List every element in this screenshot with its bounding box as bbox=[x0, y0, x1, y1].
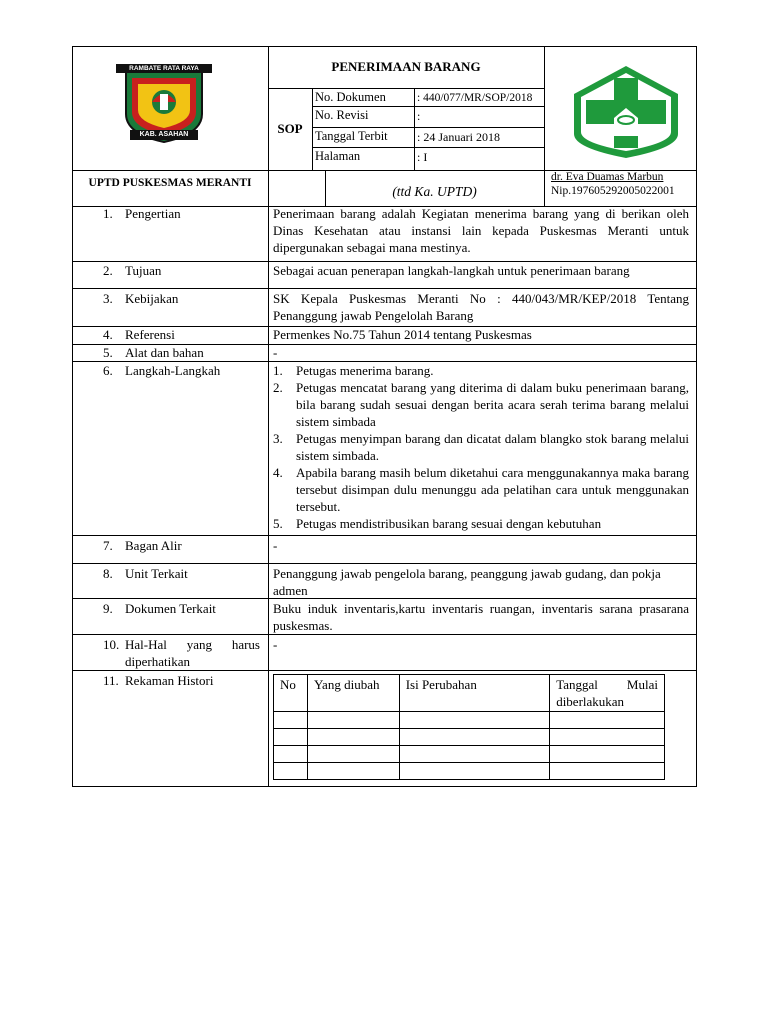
section-content: Sebagai acuan penerapan langkah-langkah untuk penerimaan barang bbox=[273, 263, 630, 278]
emblem-bottom-text: KAB. ASAHAN bbox=[139, 131, 189, 138]
doc-info-value: : 440/077/MR/SOP/2018 bbox=[417, 92, 533, 104]
section-content: - bbox=[273, 345, 278, 360]
step-text: Petugas mendistribusikan barang sesuai dengan kebutuhan bbox=[296, 516, 602, 531]
section-content: Penanggung jawab pengelola barang, peanggung jawab gudang, dan pokja admen bbox=[273, 566, 661, 598]
section-label: Langkah-Langkah bbox=[125, 363, 221, 378]
step-number: 5. bbox=[273, 516, 283, 531]
table-row bbox=[274, 763, 665, 780]
section-label: Pengertian bbox=[125, 206, 181, 221]
doc-info-label: Tanggal Terbit bbox=[315, 129, 388, 143]
section-label: Dokumen Terkait bbox=[125, 601, 216, 616]
puskesmas-logo bbox=[570, 64, 682, 160]
step-text: Apabila barang masih belum diketahui cara menggunakannya maka barang tersebut disimpan dulu menunggu ada pelatihan cara untuk menggunakan tersebut. bbox=[296, 465, 689, 514]
table-row bbox=[274, 746, 665, 763]
step-text: Petugas menerima barang. bbox=[296, 363, 434, 378]
doc-info-value: : I bbox=[417, 150, 428, 164]
step-number: 3. bbox=[273, 431, 283, 446]
section-content: Permenkes No.75 Tahun 2014 tentang Puskesmas bbox=[273, 327, 532, 342]
step-number: 1. bbox=[273, 363, 283, 378]
org-name: UPTD PUSKESMAS MERANTI bbox=[88, 177, 252, 189]
section-label: Alat dan bahan bbox=[125, 345, 204, 360]
history-table bbox=[273, 674, 665, 780]
step-text: Petugas mencatat barang yang diterima di dalam buku penerimaan barang, bila barang sudah sesuai dengan berita acara serah terima barang melalui sistem simbada bbox=[296, 380, 689, 429]
step-number: 4. bbox=[273, 465, 283, 480]
doc-info-value: : bbox=[417, 109, 421, 123]
section-content: - bbox=[273, 538, 278, 553]
section-number: 6. bbox=[103, 363, 113, 378]
section-label: Unit Terkait bbox=[125, 566, 188, 581]
section-number: 1. bbox=[103, 206, 113, 221]
column-header: Tanggal Mulai diberlakukan bbox=[550, 675, 665, 712]
doc-info-label: Halaman bbox=[315, 149, 361, 163]
section-number: 9. bbox=[103, 601, 113, 616]
list-item bbox=[273, 379, 689, 430]
section-number: 3. bbox=[103, 291, 113, 306]
section-number: 11. bbox=[103, 673, 119, 688]
section-label: Rekaman Histori bbox=[125, 673, 214, 688]
section-label: Kebijakan bbox=[125, 291, 179, 306]
signature-note: (ttd Ka. UPTD) bbox=[392, 184, 477, 199]
table-header-row bbox=[274, 675, 665, 712]
table-row bbox=[274, 712, 665, 729]
signer-name: dr. Eva Duamas Marbun bbox=[551, 171, 664, 183]
list-item bbox=[273, 515, 689, 532]
sop-label: SOP bbox=[277, 121, 303, 136]
section-label: Referensi bbox=[125, 327, 175, 342]
section-content: SK Kepala Puskesmas Meranti No : 440/043/MR/KEP/2018 Tentang Penanggung jawab Pengelolah Barang bbox=[273, 291, 689, 323]
section-content: - bbox=[273, 637, 278, 652]
section-number: 8. bbox=[103, 566, 113, 581]
section-content: Penerimaan barang adalah Kegiatan menerima barang yang di berikan oleh Dinas Kesehatan atau instansi lain kepada Puskesmas Meranti untuk dipergunakan sebagai mana mestinya. bbox=[273, 206, 689, 255]
list-item bbox=[273, 464, 689, 515]
steps-list bbox=[273, 362, 689, 532]
doc-info-value: : 24 Januari 2018 bbox=[417, 130, 500, 144]
list-item bbox=[273, 430, 689, 464]
section-number: 4. bbox=[103, 327, 113, 342]
column-header: No bbox=[274, 675, 308, 712]
section-number: 5. bbox=[103, 345, 113, 360]
table-row bbox=[274, 729, 665, 746]
column-header: Isi Perubahan bbox=[399, 675, 549, 712]
section-label: Bagan Alir bbox=[125, 538, 182, 553]
step-number: 2. bbox=[273, 380, 283, 395]
list-item bbox=[273, 362, 689, 379]
section-label: Hal-Hal yang harus diperhatikan bbox=[125, 637, 260, 669]
kabupaten-emblem bbox=[116, 64, 212, 144]
doc-info-label: No. Revisi bbox=[315, 108, 369, 122]
section-number: 7. bbox=[103, 538, 113, 553]
doc-info-label: No. Dokumen bbox=[315, 90, 386, 104]
section-number: 10. bbox=[103, 637, 120, 652]
signer-nip: Nip.197605292005022001 bbox=[551, 185, 675, 197]
emblem-top-text: RAMBATE RATA RAYA bbox=[129, 65, 199, 72]
column-header: Yang diubah bbox=[307, 675, 399, 712]
section-label: Tujuan bbox=[125, 263, 162, 278]
section-content: Buku induk inventaris,kartu inventaris ruangan, inventaris sarana prasarana puskesmas. bbox=[273, 601, 689, 633]
section-number: 2. bbox=[103, 263, 113, 278]
step-text: Petugas menyimpan barang dan dicatat dalam blangko stok barang melalui sistem simbada. bbox=[296, 431, 689, 463]
page-title: PENERIMAAN BARANG bbox=[331, 59, 481, 74]
